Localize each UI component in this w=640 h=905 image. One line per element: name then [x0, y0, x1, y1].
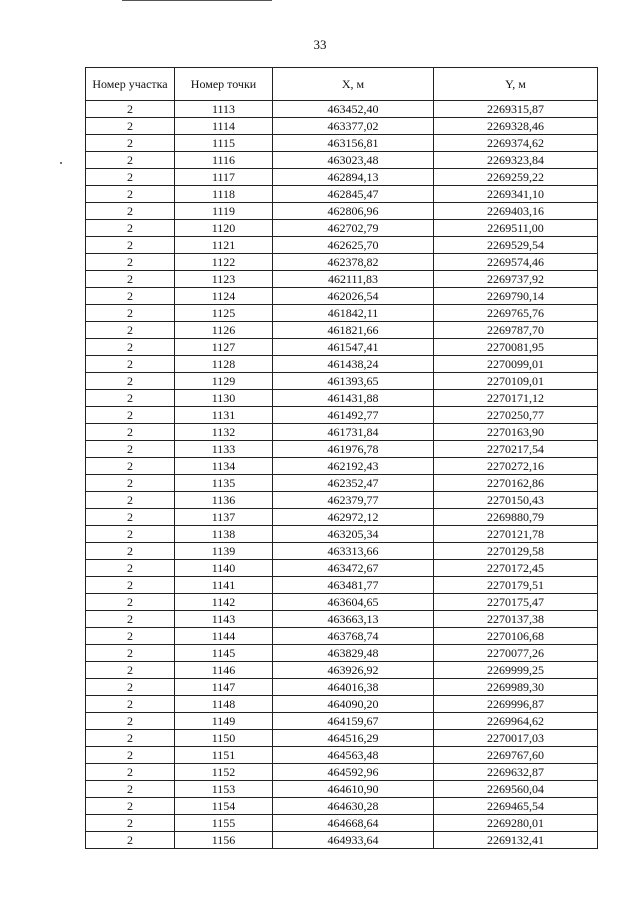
cell-point-number: 1120: [175, 220, 273, 237]
cell-plot-number: 2: [86, 832, 175, 849]
table-row: [86, 543, 598, 560]
cell-x-coordinate: 461547,41: [273, 339, 434, 356]
cell-y-coordinate: 2270172,45: [434, 560, 598, 577]
cell-plot-number: 2: [86, 577, 175, 594]
cell-point-number: 1139: [175, 543, 273, 560]
cell-y-coordinate: 2270250,77: [434, 407, 598, 424]
cell-point-number: 1123: [175, 271, 273, 288]
cell-y-coordinate: 2269403,16: [434, 203, 598, 220]
table-row: [86, 509, 598, 526]
table-row: [86, 611, 598, 628]
cell-x-coordinate: 462192,43: [273, 458, 434, 475]
cell-x-coordinate: 464610,90: [273, 781, 434, 798]
cell-y-coordinate: 2270081,95: [434, 339, 598, 356]
cell-point-number: 1115: [175, 135, 273, 152]
cell-x-coordinate: 462625,70: [273, 237, 434, 254]
cell-x-coordinate: 464016,38: [273, 679, 434, 696]
header-plot-number: Номер участка: [86, 68, 175, 101]
cell-point-number: 1141: [175, 577, 273, 594]
cell-x-coordinate: 463156,81: [273, 135, 434, 152]
cell-point-number: 1131: [175, 407, 273, 424]
scan-speck: [60, 162, 62, 164]
cell-y-coordinate: 2269511,00: [434, 220, 598, 237]
table-row: [86, 560, 598, 577]
cell-x-coordinate: 461842,11: [273, 305, 434, 322]
table-row: [86, 526, 598, 543]
cell-y-coordinate: 2270150,43: [434, 492, 598, 509]
cell-x-coordinate: 462379,77: [273, 492, 434, 509]
table-row: [86, 407, 598, 424]
table-row: [86, 135, 598, 152]
header-point-number: Номер точки: [175, 68, 273, 101]
cell-x-coordinate: 462972,12: [273, 509, 434, 526]
cell-plot-number: 2: [86, 390, 175, 407]
cell-y-coordinate: 2269560,04: [434, 781, 598, 798]
cell-x-coordinate: 464933,64: [273, 832, 434, 849]
cell-point-number: 1113: [175, 101, 273, 118]
table-row: [86, 254, 598, 271]
page-number: 33: [313, 37, 327, 52]
cell-point-number: 1135: [175, 475, 273, 492]
cell-point-number: 1118: [175, 186, 273, 203]
cell-plot-number: 2: [86, 339, 175, 356]
table-row: [86, 424, 598, 441]
cell-y-coordinate: 2270162,86: [434, 475, 598, 492]
cell-plot-number: 2: [86, 458, 175, 475]
cell-x-coordinate: 462845,47: [273, 186, 434, 203]
table-row: [86, 815, 598, 832]
cell-point-number: 1155: [175, 815, 273, 832]
cell-y-coordinate: 2269767,60: [434, 747, 598, 764]
cell-point-number: 1138: [175, 526, 273, 543]
cell-plot-number: 2: [86, 475, 175, 492]
cell-plot-number: 2: [86, 645, 175, 662]
cell-point-number: 1130: [175, 390, 273, 407]
cell-plot-number: 2: [86, 135, 175, 152]
cell-y-coordinate: 2270137,38: [434, 611, 598, 628]
cell-plot-number: 2: [86, 424, 175, 441]
cell-x-coordinate: 462026,54: [273, 288, 434, 305]
cell-x-coordinate: 464668,64: [273, 815, 434, 832]
cell-point-number: 1152: [175, 764, 273, 781]
cell-point-number: 1119: [175, 203, 273, 220]
cell-y-coordinate: 2269529,54: [434, 237, 598, 254]
table-row: [86, 458, 598, 475]
cell-y-coordinate: 2269323,84: [434, 152, 598, 169]
table-row: [86, 237, 598, 254]
cell-point-number: 1145: [175, 645, 273, 662]
cell-plot-number: 2: [86, 254, 175, 271]
cell-y-coordinate: 2269765,76: [434, 305, 598, 322]
cell-point-number: 1133: [175, 441, 273, 458]
table-row: [86, 305, 598, 322]
cell-y-coordinate: 2269465,54: [434, 798, 598, 815]
cell-y-coordinate: 2270171,12: [434, 390, 598, 407]
cell-x-coordinate: 462702,79: [273, 220, 434, 237]
cell-plot-number: 2: [86, 118, 175, 135]
cell-point-number: 1136: [175, 492, 273, 509]
cell-x-coordinate: 464159,67: [273, 713, 434, 730]
table-header: [86, 68, 598, 101]
cell-point-number: 1125: [175, 305, 273, 322]
cell-x-coordinate: 463377,02: [273, 118, 434, 135]
cell-plot-number: 2: [86, 509, 175, 526]
cell-plot-number: 2: [86, 356, 175, 373]
cell-x-coordinate: 463768,74: [273, 628, 434, 645]
table-row: [86, 594, 598, 611]
table-row: [86, 713, 598, 730]
cell-y-coordinate: 2269996,87: [434, 696, 598, 713]
header-x-coordinate: X, м: [273, 68, 434, 101]
cell-x-coordinate: 463926,92: [273, 662, 434, 679]
cell-point-number: 1121: [175, 237, 273, 254]
cell-y-coordinate: 2270106,68: [434, 628, 598, 645]
header-y-coordinate: Y, м: [434, 68, 598, 101]
cell-point-number: 1150: [175, 730, 273, 747]
cell-y-coordinate: 2269737,92: [434, 271, 598, 288]
cell-plot-number: 2: [86, 747, 175, 764]
table-row: [86, 662, 598, 679]
cell-x-coordinate: 461431,88: [273, 390, 434, 407]
table-row: [86, 832, 598, 849]
cell-y-coordinate: 2270179,51: [434, 577, 598, 594]
cell-point-number: 1122: [175, 254, 273, 271]
cell-x-coordinate: 463663,13: [273, 611, 434, 628]
cell-plot-number: 2: [86, 288, 175, 305]
cell-x-coordinate: 461492,77: [273, 407, 434, 424]
cell-x-coordinate: 464090,20: [273, 696, 434, 713]
cell-point-number: 1151: [175, 747, 273, 764]
cell-plot-number: 2: [86, 101, 175, 118]
table-row: [86, 101, 598, 118]
cell-plot-number: 2: [86, 169, 175, 186]
table-row: [86, 798, 598, 815]
cell-plot-number: 2: [86, 305, 175, 322]
table-row: [86, 577, 598, 594]
cell-x-coordinate: 462111,83: [273, 271, 434, 288]
cell-plot-number: 2: [86, 815, 175, 832]
cell-plot-number: 2: [86, 271, 175, 288]
table-row: [86, 322, 598, 339]
cell-point-number: 1149: [175, 713, 273, 730]
cell-y-coordinate: 2270175,47: [434, 594, 598, 611]
cell-plot-number: 2: [86, 764, 175, 781]
table-row: [86, 373, 598, 390]
cell-x-coordinate: 462894,13: [273, 169, 434, 186]
cell-plot-number: 2: [86, 203, 175, 220]
cell-point-number: 1142: [175, 594, 273, 611]
cell-point-number: 1129: [175, 373, 273, 390]
cell-plot-number: 2: [86, 322, 175, 339]
table-row: [86, 118, 598, 135]
cell-x-coordinate: 462378,82: [273, 254, 434, 271]
table-row: [86, 441, 598, 458]
cell-x-coordinate: 461393,65: [273, 373, 434, 390]
cell-y-coordinate: 2270099,01: [434, 356, 598, 373]
cell-y-coordinate: 2270272,16: [434, 458, 598, 475]
cell-point-number: 1143: [175, 611, 273, 628]
cell-plot-number: 2: [86, 798, 175, 815]
cell-y-coordinate: 2269880,79: [434, 509, 598, 526]
table-row: [86, 356, 598, 373]
cell-y-coordinate: 2269989,30: [434, 679, 598, 696]
table-row: [86, 288, 598, 305]
cell-plot-number: 2: [86, 441, 175, 458]
cell-point-number: 1154: [175, 798, 273, 815]
cell-y-coordinate: 2269964,62: [434, 713, 598, 730]
table-row: [86, 679, 598, 696]
cell-plot-number: 2: [86, 662, 175, 679]
table-row: [86, 764, 598, 781]
cell-point-number: 1114: [175, 118, 273, 135]
cell-plot-number: 2: [86, 730, 175, 747]
cell-y-coordinate: 2269999,25: [434, 662, 598, 679]
cell-y-coordinate: 2270121,78: [434, 526, 598, 543]
cell-plot-number: 2: [86, 713, 175, 730]
table-row: [86, 186, 598, 203]
cell-y-coordinate: 2269790,14: [434, 288, 598, 305]
table-row: [86, 781, 598, 798]
cell-point-number: 1117: [175, 169, 273, 186]
table-row: [86, 492, 598, 509]
cell-x-coordinate: 463481,77: [273, 577, 434, 594]
table-row: [86, 696, 598, 713]
cell-plot-number: 2: [86, 186, 175, 203]
cell-y-coordinate: 2270129,58: [434, 543, 598, 560]
cell-plot-number: 2: [86, 526, 175, 543]
table-row: [86, 203, 598, 220]
cell-plot-number: 2: [86, 237, 175, 254]
cell-y-coordinate: 2269574,46: [434, 254, 598, 271]
cell-plot-number: 2: [86, 220, 175, 237]
table-row: [86, 152, 598, 169]
cell-point-number: 1126: [175, 322, 273, 339]
cell-y-coordinate: 2269259,22: [434, 169, 598, 186]
cell-plot-number: 2: [86, 628, 175, 645]
cell-y-coordinate: 2269341,10: [434, 186, 598, 203]
cell-x-coordinate: 463023,48: [273, 152, 434, 169]
cell-point-number: 1132: [175, 424, 273, 441]
cell-plot-number: 2: [86, 560, 175, 577]
cell-y-coordinate: 2270109,01: [434, 373, 598, 390]
table-row: [86, 628, 598, 645]
table-row: [86, 730, 598, 747]
cell-plot-number: 2: [86, 696, 175, 713]
cell-point-number: 1144: [175, 628, 273, 645]
cell-plot-number: 2: [86, 611, 175, 628]
cell-y-coordinate: 2269374,62: [434, 135, 598, 152]
table-row: [86, 645, 598, 662]
cell-x-coordinate: 463452,40: [273, 101, 434, 118]
cell-y-coordinate: 2269315,87: [434, 101, 598, 118]
cell-point-number: 1146: [175, 662, 273, 679]
cell-y-coordinate: 2270077,26: [434, 645, 598, 662]
cell-y-coordinate: 2269328,46: [434, 118, 598, 135]
cell-point-number: 1140: [175, 560, 273, 577]
cell-point-number: 1127: [175, 339, 273, 356]
cell-x-coordinate: 461976,78: [273, 441, 434, 458]
cell-y-coordinate: 2269280,01: [434, 815, 598, 832]
cell-x-coordinate: 464630,28: [273, 798, 434, 815]
cell-y-coordinate: 2270217,54: [434, 441, 598, 458]
cell-x-coordinate: 463472,67: [273, 560, 434, 577]
cell-plot-number: 2: [86, 679, 175, 696]
top-border-line: [122, 0, 272, 1]
cell-x-coordinate: 463313,66: [273, 543, 434, 560]
cell-plot-number: 2: [86, 492, 175, 509]
table-row: [86, 475, 598, 492]
cell-y-coordinate: 2270017,03: [434, 730, 598, 747]
cell-x-coordinate: 462352,47: [273, 475, 434, 492]
cell-point-number: 1137: [175, 509, 273, 526]
cell-point-number: 1148: [175, 696, 273, 713]
cell-x-coordinate: 463604,65: [273, 594, 434, 611]
table-row: [86, 271, 598, 288]
cell-point-number: 1128: [175, 356, 273, 373]
cell-plot-number: 2: [86, 594, 175, 611]
table-row: [86, 390, 598, 407]
cell-plot-number: 2: [86, 781, 175, 798]
cell-point-number: 1116: [175, 152, 273, 169]
cell-plot-number: 2: [86, 152, 175, 169]
coordinates-table: [85, 67, 598, 849]
cell-x-coordinate: 461821,66: [273, 322, 434, 339]
cell-point-number: 1134: [175, 458, 273, 475]
table-row: [86, 220, 598, 237]
table-row: [86, 747, 598, 764]
cell-point-number: 1156: [175, 832, 273, 849]
cell-y-coordinate: 2269632,87: [434, 764, 598, 781]
cell-x-coordinate: 464563,48: [273, 747, 434, 764]
cell-x-coordinate: 463205,34: [273, 526, 434, 543]
cell-y-coordinate: 2269132,41: [434, 832, 598, 849]
cell-x-coordinate: 461438,24: [273, 356, 434, 373]
cell-x-coordinate: 464516,29: [273, 730, 434, 747]
cell-point-number: 1153: [175, 781, 273, 798]
table-body: [86, 101, 598, 849]
cell-plot-number: 2: [86, 407, 175, 424]
cell-x-coordinate: 464592,96: [273, 764, 434, 781]
cell-x-coordinate: 462806,96: [273, 203, 434, 220]
cell-y-coordinate: 2270163,90: [434, 424, 598, 441]
cell-point-number: 1147: [175, 679, 273, 696]
cell-plot-number: 2: [86, 543, 175, 560]
table-row: [86, 339, 598, 356]
cell-x-coordinate: 461731,84: [273, 424, 434, 441]
cell-x-coordinate: 463829,48: [273, 645, 434, 662]
cell-y-coordinate: 2269787,70: [434, 322, 598, 339]
table-row: [86, 169, 598, 186]
cell-plot-number: 2: [86, 373, 175, 390]
cell-point-number: 1124: [175, 288, 273, 305]
header-row: [86, 68, 598, 101]
